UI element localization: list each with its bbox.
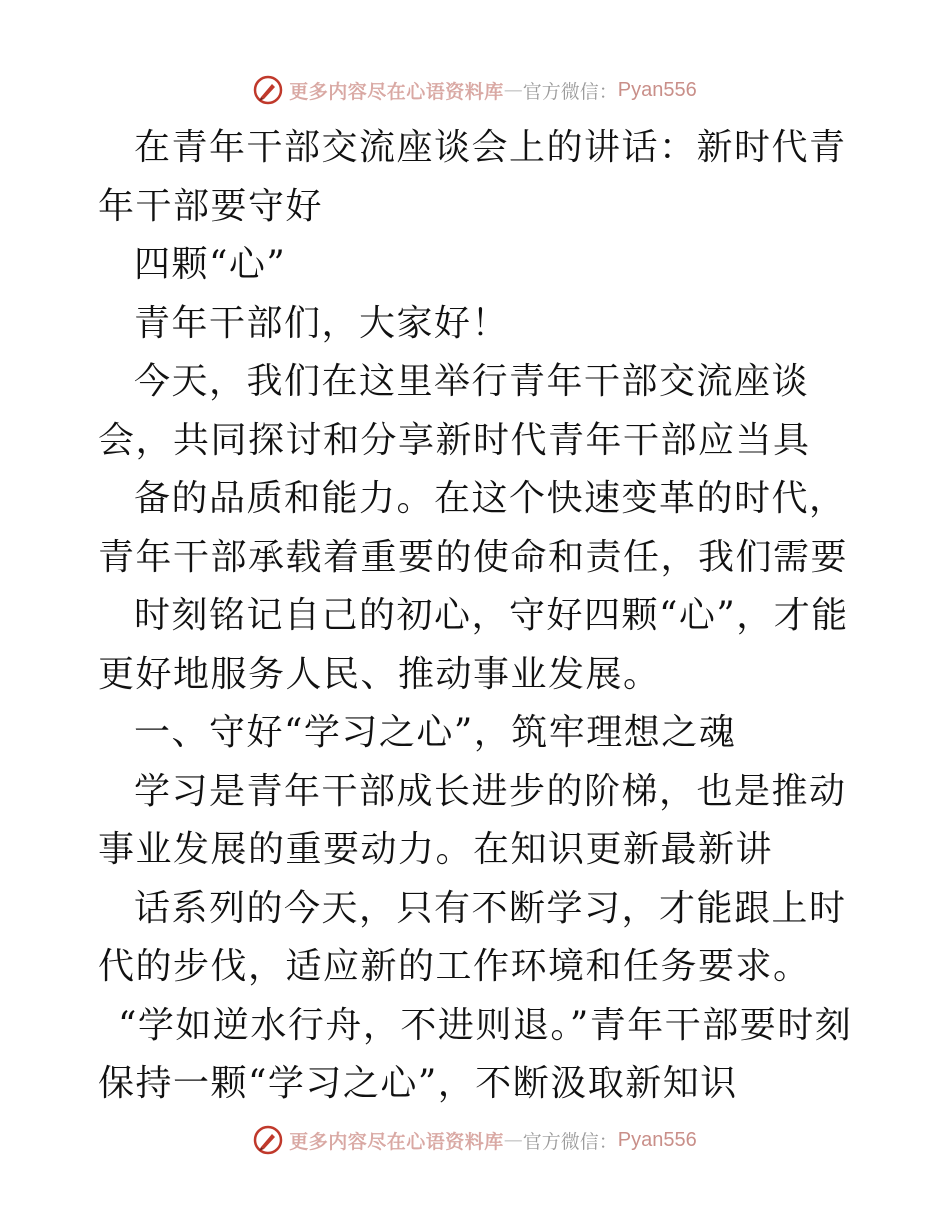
pen-logo-icon: [253, 1125, 283, 1155]
watermark-separator: —: [503, 1129, 523, 1151]
watermark-separator: —: [503, 79, 523, 101]
document-body: [98, 119, 858, 1114]
footer-watermark: [0, 1120, 950, 1160]
greeting: 青年干部们，大家好！: [134, 302, 510, 344]
pen-logo-icon: [253, 75, 283, 105]
paragraph: 备的品质和能力。在这个快速变革的时代，青年干部承载着重要的使命和责任，我们需要: [98, 478, 849, 578]
header-watermark: [0, 70, 950, 110]
watermark-official-label: 官方微信：: [522, 80, 618, 103]
watermark-account: Pyan556: [617, 1128, 697, 1151]
title-line-2: 四颗“心”: [134, 244, 287, 285]
watermark-brand: 更多内容尽在心语资料库: [289, 1130, 504, 1153]
paragraph: 今天，我们在这里举行青年干部交流座谈会，共同探讨和分享新时代青年干部应当具: [98, 361, 811, 461]
paragraph: 话系列的今天，只有不断学习，才能跟上时代的步伐，适应新的工作环境和任务要求。: [98, 887, 847, 987]
paragraph: “学如逆水行舟，不进则退。”青年干部要时刻保持一颗“学习之心”，不断汲取新知识: [98, 1004, 853, 1104]
watermark-brand: 更多内容尽在心语资料库: [289, 80, 504, 103]
paragraph: 时刻铭记自己的初心，守好四颗“心”，才能更好地服务人民、推动事业发展。: [98, 595, 849, 695]
watermark-official-label: 官方微信：: [522, 1130, 618, 1153]
watermark-account: Pyan556: [617, 78, 697, 101]
title-line-1: 在青年干部交流座谈会上的讲话：新时代青年干部要守好: [98, 127, 847, 227]
paragraph: 学习是青年干部成长进步的阶梯，也是推动事业发展的重要动力。在知识更新最新讲: [98, 770, 847, 870]
section-heading: 一、守好“学习之心”，筑牢理想之魂: [134, 712, 737, 753]
